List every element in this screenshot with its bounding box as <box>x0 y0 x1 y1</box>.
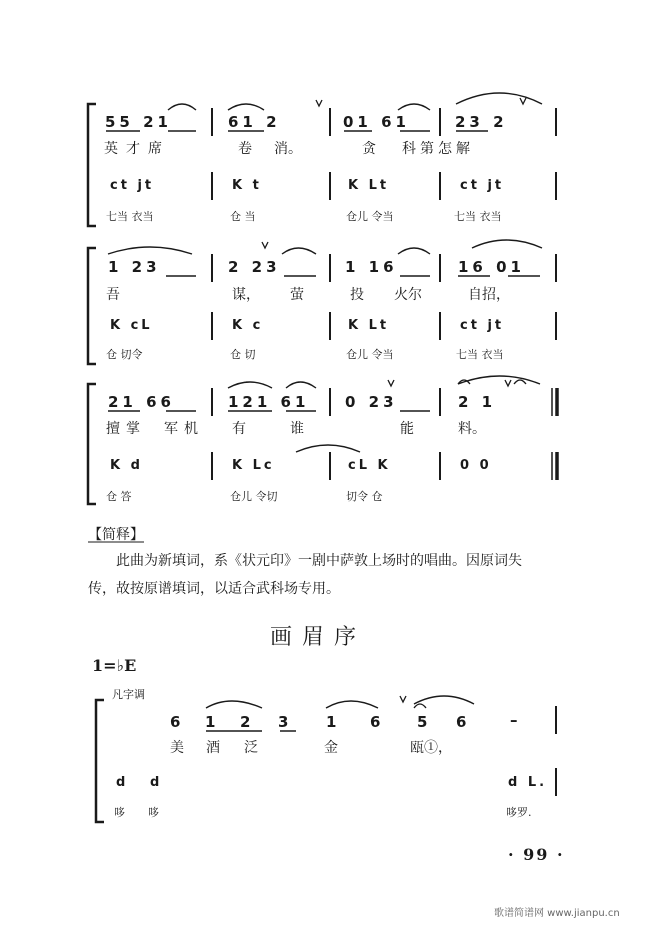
perc-word-5: 仓 切令 <box>106 348 143 361</box>
note-line-2: 传，故按原谱填词，以适合武科场专用。 <box>88 581 340 597</box>
bracket-3 <box>88 384 96 504</box>
lyric-18: 美 <box>170 740 184 756</box>
note-8: 6 <box>456 713 471 731</box>
measure-7-notes: 1 16 <box>345 258 398 276</box>
watermark: 歌谱简谱网 www.jianpu.cn <box>494 908 620 919</box>
note-6: 6 <box>370 713 385 731</box>
lyric-7: 谋， <box>232 287 260 303</box>
perc-word-2: 仓 当 <box>230 210 256 223</box>
bracket-1 <box>88 104 96 226</box>
beams <box>106 131 540 731</box>
perc-word-1: 七当 衣当 <box>106 210 154 223</box>
lyric-13: 军机 <box>164 421 204 437</box>
lyric-20: 泛 <box>244 740 258 756</box>
perc-word-11: 切令 仓 <box>346 490 383 503</box>
lyric-17: 料。 <box>458 421 486 437</box>
measure-3-notes: 01 61 <box>343 113 410 131</box>
perc-3: K Lt <box>348 178 390 193</box>
perc-14: d <box>150 775 163 790</box>
measure-2-notes: 61 2 <box>228 113 281 131</box>
bracket-2 <box>88 248 96 364</box>
note-line-1: 此曲为新填词，系《状元印》一剧中萨敦上场时的唱曲。因原词失 <box>116 553 522 569</box>
note-9: – <box>510 711 522 729</box>
note-5: 1 <box>326 713 341 731</box>
perc-7: K Lt <box>348 318 390 333</box>
perc-word-7: 仓儿 令当 <box>346 348 394 361</box>
perc-9: K d <box>110 458 143 473</box>
perc-word-8: 七当 衣当 <box>456 348 504 361</box>
perc-2: K t <box>232 178 262 193</box>
perc-8: ct jt <box>460 318 505 333</box>
key-signature: 1=♭E <box>92 656 137 675</box>
perc-word-10: 仓儿 令切 <box>230 490 278 503</box>
perc-word-4: 七当 衣当 <box>454 210 502 223</box>
perc-word-12: 哆 <box>114 806 125 819</box>
perc-10: K Lc <box>232 458 275 473</box>
lyric-16: 能 <box>400 421 414 437</box>
lyric-14: 有 <box>232 421 246 437</box>
note-1: 6 <box>170 713 185 731</box>
system-brackets <box>88 104 104 822</box>
lyric-6: 吾 <box>106 287 120 303</box>
piece-title: 画眉序 <box>270 625 367 650</box>
bar-lines-2 <box>212 254 556 340</box>
measure-5-notes: 1 23 <box>108 258 161 276</box>
mode-label: 凡字调 <box>112 688 145 701</box>
note-heading: 【简释】 <box>88 527 144 543</box>
note-7: 5 <box>417 713 432 731</box>
lyric-19: 酒 <box>206 740 220 756</box>
measure-10-notes: 121 61 <box>228 393 310 411</box>
perc-1: ct jt <box>110 178 155 193</box>
perc-15: d L. <box>508 775 548 790</box>
lyric-4: 贪 <box>362 141 376 157</box>
lyric-8: 萤 <box>290 287 304 303</box>
lyric-11: 自招， <box>468 287 510 303</box>
fermatas <box>414 380 526 708</box>
perc-word-14: 哆罗. <box>506 806 532 819</box>
measure-12-notes: 2 1 <box>458 393 497 411</box>
lyric-10: 火尔 <box>394 287 422 303</box>
bracket-4 <box>96 700 104 822</box>
lyric-21: 金 <box>324 740 338 756</box>
perc-4: ct jt <box>460 178 505 193</box>
lyric-5: 科第怎解 <box>402 141 474 157</box>
lyric-2: 卷 <box>238 141 252 157</box>
lyric-12: 擅掌 <box>106 421 146 437</box>
measure-4-notes: 23 2 <box>455 113 508 131</box>
perc-6: K c <box>232 318 264 333</box>
measure-8-notes: 16 01 <box>458 258 525 276</box>
bar-lines-1 <box>212 108 556 200</box>
measure-1-notes: 55 21 <box>105 113 172 131</box>
lyric-22: 瓯①， <box>410 740 452 756</box>
bar-lines-3 <box>212 388 557 480</box>
perc-12: 0 0 <box>460 458 492 473</box>
note-2: 1 <box>205 713 220 731</box>
note-4: 3 <box>278 713 293 731</box>
measure-11-notes: 0 23 <box>345 393 398 411</box>
measure-6-notes: 2 23 <box>228 258 281 276</box>
measure-9-notes: 21 66 <box>108 393 175 411</box>
lyric-15: 谁 <box>290 421 304 437</box>
lyric-1: 英才席 <box>104 141 170 157</box>
perc-word-13: 哆 <box>148 806 159 819</box>
perc-13: d <box>116 775 129 790</box>
note-3: 2 <box>240 713 255 731</box>
perc-word-3: 仓儿 令当 <box>346 210 394 223</box>
perc-word-6: 仓 切 <box>230 348 256 361</box>
perc-5: K cL <box>110 318 153 333</box>
breath-marks <box>262 98 526 702</box>
slurs <box>108 93 542 708</box>
page-number: · 99 · <box>508 845 565 864</box>
perc-11: cL K <box>348 458 391 473</box>
lyric-3: 消。 <box>274 141 302 157</box>
perc-word-9: 仓 答 <box>106 490 132 503</box>
lyric-9: 投 <box>350 287 364 303</box>
